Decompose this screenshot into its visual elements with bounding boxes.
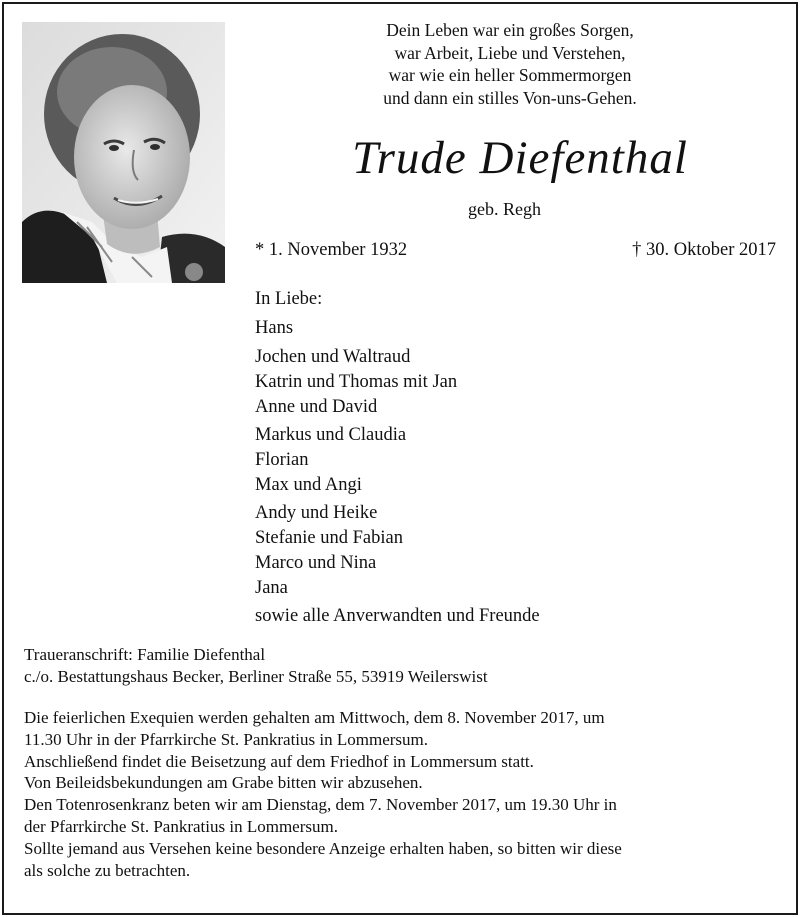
memorial-poem <box>300 19 720 109</box>
address-line: c./o. Bestattungshaus Becker, Berliner Straße 55, 53919 Weilerswist <box>24 666 488 686</box>
address-line: Traueranschrift: Familie Diefenthal <box>24 645 266 664</box>
ceremony-line: als solche zu betrachten. <box>24 860 191 880</box>
ceremony-line: 11.30 Uhr in der Pfarrkirche St. Pankratius in Lommersum. <box>24 729 428 749</box>
death-date: † 30. Oktober 2017 <box>632 240 776 260</box>
deceased-name: Trude Diefenthal <box>352 132 688 184</box>
mourner-name: Jochen und Waltraud <box>255 347 411 367</box>
mourner-name: Hans <box>255 318 294 338</box>
poem-line: war wie ein heller Sommermorgen <box>388 65 632 85</box>
ceremony-line: der Pfarrkirche St. Pankratius in Lommersum. <box>24 816 338 836</box>
poem-line: Dein Leben war ein großes Sorgen, <box>386 20 634 40</box>
mourner-name: Marco und Nina <box>255 553 377 573</box>
mourner-name: Florian <box>255 450 309 470</box>
ceremony-line: Von Beileidsbekundungen am Grabe bitten wir abzusehen. <box>24 773 423 793</box>
maiden-name: geb. Regh <box>468 199 541 219</box>
ceremony-line: Sollte jemand aus Versehen keine besondere Anzeige erhalten haben, so bitten wir diese <box>24 838 622 858</box>
mourner-name: Stefanie und Fabian <box>255 528 403 548</box>
mourner-name: Markus und Claudia <box>255 425 407 445</box>
poem-line: war Arbeit, Liebe und Verstehen, <box>394 42 626 63</box>
mourner-name: Katrin und Thomas mit Jan <box>255 372 458 392</box>
mourner-name: Max und Angi <box>255 475 362 495</box>
mourners-list <box>255 287 540 629</box>
mourner-name: Andy und Heike <box>255 503 378 523</box>
mourner-name: Anne und David <box>255 397 378 417</box>
ceremony-line: Den Totenrosenkranz beten wir am Dienstag, dem 7. November 2017, um 19.30 Uhr in <box>24 795 617 815</box>
poem-line: und dann ein stilles Von-uns-Gehen. <box>383 87 637 108</box>
portrait-photo <box>22 22 225 283</box>
ceremony-line: Die feierlichen Exequien werden gehalten am Mittwoch, dem 8. November 2017, um <box>24 708 605 727</box>
ceremony-line: Anschließend findet die Beisetzung auf dem Friedhof in Lommersum statt. <box>24 751 534 771</box>
mourning-address <box>24 644 488 687</box>
ceremony-details <box>24 707 622 881</box>
mourners-intro: In Liebe: <box>255 289 323 309</box>
mourner-name: Jana <box>255 578 288 598</box>
mourner-name: sowie alle Anverwandten und Freunde <box>255 606 540 626</box>
birth-date: * 1. November 1932 <box>255 240 408 260</box>
